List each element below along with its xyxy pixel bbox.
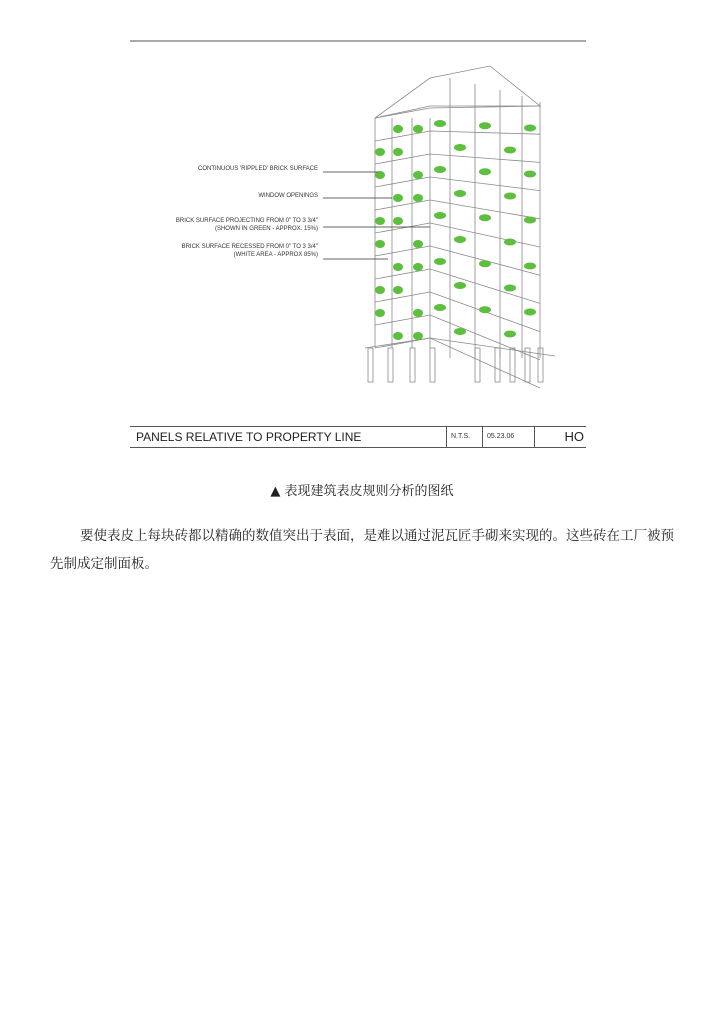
green-brick-patch: [479, 122, 491, 129]
annotation-rippled: [198, 166, 318, 174]
annotation-line: (SHOWN IN GREEN - APPROX. 15%): [214, 225, 318, 232]
base-slab: [365, 338, 555, 356]
annotation-line: BRICK SURFACE PROJECTING FROM 0" TO 3 3/4": [175, 218, 318, 224]
green-brick-patch: [413, 171, 423, 179]
title-block-date: 05.23.06: [482, 427, 533, 447]
base-column: [525, 348, 530, 382]
green-brick-patch: [479, 214, 491, 221]
green-brick-patch: [375, 148, 385, 156]
annotation-line: CONTINUOUS 'RIPPLED' BRICK SURFACE: [198, 166, 318, 172]
green-brick-patch: [375, 286, 385, 294]
green-brick-patch: [524, 263, 536, 270]
green-brick-patch: [454, 282, 466, 289]
green-brick-patch: [434, 120, 446, 127]
base-column: [388, 348, 393, 382]
base-column: [430, 348, 435, 382]
green-brick-patch: [479, 260, 491, 267]
floor-line: [375, 106, 540, 118]
green-brick-patch: [413, 125, 423, 133]
green-brick-patch: [434, 258, 446, 265]
green-brick-patch: [479, 168, 491, 175]
annotation-line: BRICK SURFACE RECESSED FROM 0" TO 3 3/4": [181, 244, 318, 250]
green-brick-patch: [413, 263, 423, 271]
green-brick-patch: [454, 190, 466, 197]
title-block: [130, 426, 586, 448]
green-brick-patch: [434, 212, 446, 219]
green-brick-patch: [434, 166, 446, 173]
green-brick-patch: [393, 263, 403, 271]
green-brick-patch: [454, 328, 466, 335]
figure-caption: ▲ 表现建筑表皮规则分析的图纸: [270, 484, 454, 499]
green-brick-patch: [504, 331, 516, 338]
annotation-line: WINDOW OPENINGS: [258, 193, 318, 199]
roof-outline: [375, 66, 540, 118]
floor-line: [375, 292, 540, 332]
base-column: [510, 348, 515, 382]
green-brick-patch: [504, 193, 516, 200]
green-brick-patch: [413, 332, 423, 340]
green-brick-patch: [375, 217, 385, 225]
green-brick-patch: [393, 148, 403, 156]
green-brick-patch: [454, 144, 466, 151]
green-brick-patch: [413, 309, 423, 317]
green-brick-patch: [524, 217, 536, 224]
green-brick-patch: [375, 240, 385, 248]
green-brick-patch: [393, 332, 403, 340]
green-brick-patch: [375, 309, 385, 317]
title-block-divider: [534, 427, 539, 447]
body-paragraph: 要使表皮上每块砖都以精确的数值突出于表面，是难以通过泥瓦匠手砌来实现的。这些砖在工厂被预先制成定制面板。: [50, 528, 674, 572]
green-brick-patch: [504, 147, 516, 154]
building-figure: [130, 38, 588, 450]
green-brick-patch: [479, 306, 491, 313]
green-brick-patch: [413, 194, 423, 202]
green-brick-patch: [434, 304, 446, 311]
floor-line: [375, 177, 540, 191]
floor-line: [375, 200, 540, 219]
annotation-windows: [258, 193, 318, 201]
green-brick-patch: [524, 171, 536, 178]
base-column: [538, 348, 543, 382]
green-brick-patch: [504, 285, 516, 292]
annotation-line: (WHITE AREA - APPROX 85%): [233, 251, 318, 258]
title-block-sheet: HO: [564, 429, 584, 444]
green-brick-patch: [393, 125, 403, 133]
green-brick-patch: [524, 125, 536, 132]
base-column: [410, 348, 415, 382]
base-column: [495, 348, 500, 382]
green-brick-patch: [524, 309, 536, 316]
green-brick-patch: [393, 217, 403, 225]
green-brick-patch: [413, 240, 423, 248]
green-brick-patch: [393, 286, 403, 294]
green-brick-patch: [454, 236, 466, 243]
annotation-recessed: [182, 244, 318, 259]
green-brick-patch: [393, 194, 403, 202]
base-column: [368, 348, 373, 382]
title-block-title: PANELS RELATIVE TO PROPERTY LINE: [136, 430, 362, 444]
floor-line: [375, 246, 540, 275]
base-column: [475, 348, 480, 382]
annotation-projecting: [176, 218, 318, 233]
green-brick-patch: [504, 239, 516, 246]
title-block-scale: N.T.S.: [446, 427, 481, 447]
